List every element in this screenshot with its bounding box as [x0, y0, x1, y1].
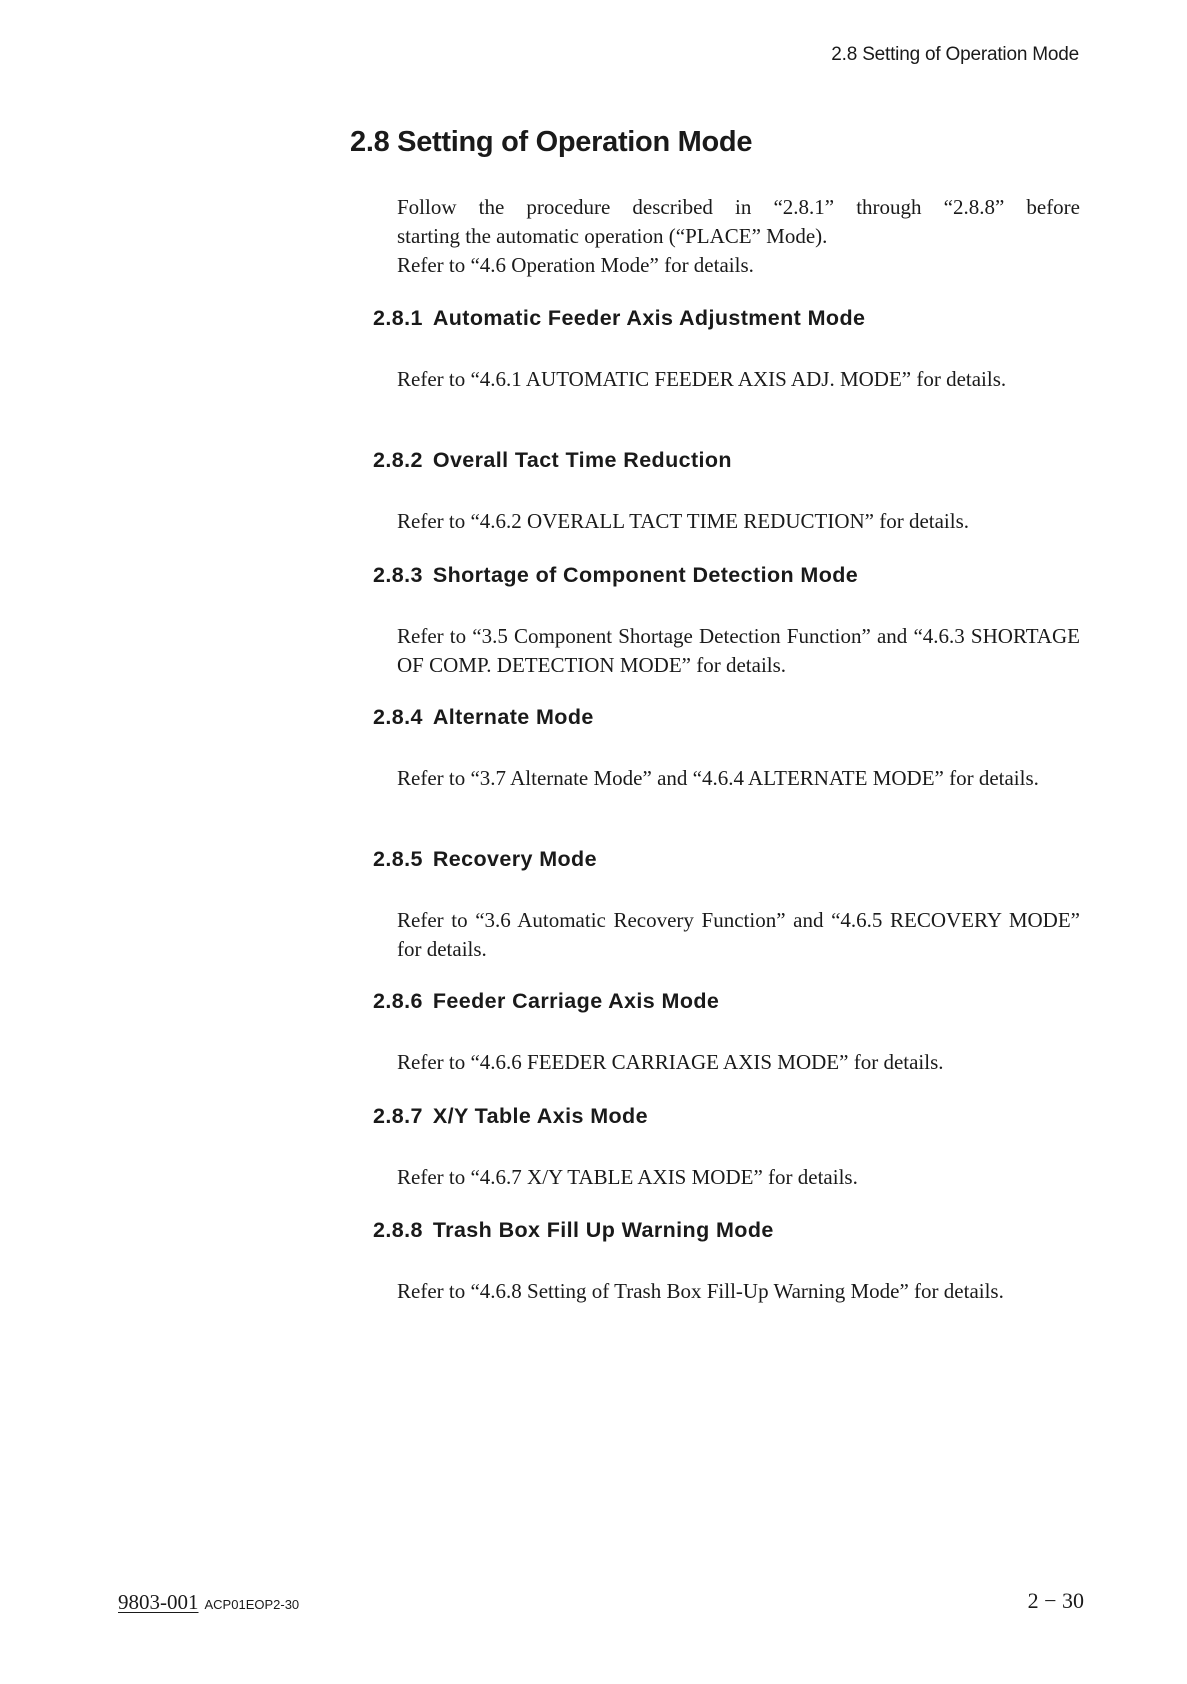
- section-heading: [373, 1218, 1083, 1243]
- section-title: Trash Box Fill Up Warning Mode: [432, 1218, 774, 1242]
- section-number: 2.8.1: [373, 306, 423, 330]
- section-number: 2.8.2: [373, 448, 423, 472]
- section-2-8-8: [373, 1218, 1083, 1306]
- section-body: Refer to “4.6.7 X/Y TABLE AXIS MODE” for details.: [397, 1165, 858, 1189]
- page-number: 2 − 30: [1027, 1588, 1084, 1613]
- section-title: Shortage of Component Detection Mode: [432, 563, 859, 587]
- section-2-8-7: [373, 1104, 1083, 1192]
- running-header: 2.8 Setting of Operation Mode: [831, 44, 1079, 65]
- section-heading: [373, 306, 1083, 331]
- section-2-8-6: [373, 989, 1083, 1077]
- section-body: Refer to “3.5 Component Shortage Detection Function” and “4.6.3 SHORTAGE OF COMP. DETECTION MODE” for details.: [397, 624, 1080, 677]
- section-2-8-1: [373, 306, 1083, 394]
- section-body: Refer to “4.6.1 AUTOMATIC FEEDER AXIS ADJ. MODE” for details.: [397, 367, 1007, 391]
- section-title: Feeder Carriage Axis Mode: [432, 989, 720, 1013]
- section-title: X/Y Table Axis Mode: [432, 1104, 648, 1128]
- section-heading: [373, 448, 1083, 473]
- section-heading: [373, 1104, 1083, 1129]
- section-body: Refer to “4.6.8 Setting of Trash Box Fill-Up Warning Mode” for details.: [397, 1279, 1004, 1303]
- section-2-8-3: [373, 563, 1083, 680]
- section-number: 2.8.3: [373, 563, 423, 587]
- section-number: 2.8.6: [373, 989, 423, 1013]
- intro-line-1: Follow the procedure described in “2.8.1” through “2.8.8” before: [397, 195, 1080, 219]
- section-heading: [373, 989, 1083, 1014]
- section-body: Refer to “3.7 Alternate Mode” and “4.6.4 ALTERNATE MODE” for details.: [397, 766, 1039, 790]
- section-heading: [373, 705, 1083, 730]
- section-2-8-4: [373, 705, 1083, 793]
- intro-paragraph: [397, 193, 1080, 280]
- section-2-8-5: [373, 847, 1083, 964]
- section-heading: [373, 847, 1083, 872]
- section-title: Recovery Mode: [432, 847, 597, 871]
- section-title: Automatic Feeder Axis Adjustment Mode: [432, 306, 866, 330]
- page-title: 2.8 Setting of Operation Mode: [350, 126, 753, 158]
- section-number: 2.8.4: [373, 705, 423, 729]
- section-body: Refer to “4.6.2 OVERALL TACT TIME REDUCTION” for details.: [397, 509, 970, 533]
- section-number: 2.8.7: [373, 1104, 423, 1128]
- footer-doc-id: [118, 1590, 299, 1615]
- section-heading: [373, 563, 1083, 588]
- section-body: Refer to “3.6 Automatic Recovery Function” and “4.6.5 RECOVERY MODE” for details.: [397, 908, 1080, 961]
- intro-line-2: starting the automatic operation (“PLACE” Mode).: [397, 224, 828, 248]
- section-number: 2.8.8: [373, 1218, 423, 1242]
- section-body: Refer to “4.6.6 FEEDER CARRIAGE AXIS MODE” for details.: [397, 1050, 944, 1074]
- doc-code: ACP01EOP2-30: [204, 1597, 300, 1612]
- intro-line-3: Refer to “4.6 Operation Mode” for details.: [397, 253, 754, 277]
- doc-number: 9803-001: [118, 1590, 199, 1614]
- section-title: Alternate Mode: [432, 705, 594, 729]
- section-number: 2.8.5: [373, 847, 423, 871]
- section-2-8-2: [373, 448, 1083, 536]
- section-title: Overall Tact Time Reduction: [432, 448, 732, 472]
